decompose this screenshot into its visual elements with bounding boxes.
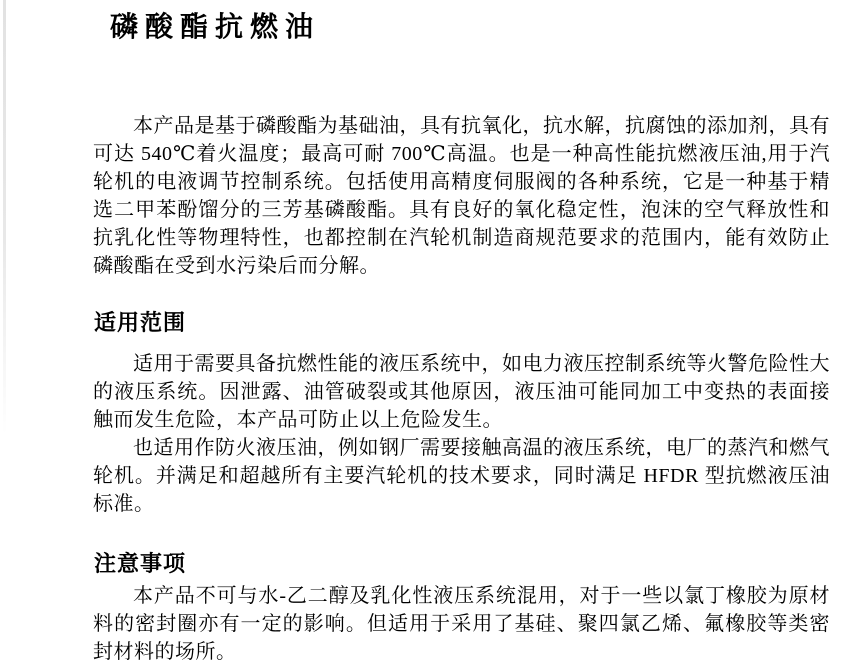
document-title: 磷酸酯抗燃油 [110, 12, 321, 43]
page-edge-shadow [3, 0, 6, 435]
application-scope-paragraph-2: 也适用作防火液压油，例如钢厂需要接触高温的液压系统，电厂的蒸汽和燃气轮机。并满足和超越所有主要汽轮机的技术要求，同时满足 HFDR 型抗燃液压油 标准。 [93, 437, 830, 515]
precautions-paragraph-1: 本产品不可与水-乙二醇及乳化性液压系统混用，对于一些以氯丁橡胶为原材料的密封圈亦有一定的影响。但适用于采用了基硅、聚四氯乙烯、氟橡胶等类密封材料的场所。 [93, 585, 830, 663]
section-heading-precautions: 注意事项 [94, 551, 187, 576]
application-scope-paragraph-1: 适用于需要具备抗燃性能的液压系统中，如电力液压控制系统等火警危险性大的液压系统。因泄露、油管破裂或其他原因，液压油可能同加工中变热的表面接触而发生危险，本产品可防止以上危险发生。 [93, 353, 830, 431]
section-heading-application-scope: 适用范围 [94, 310, 187, 335]
intro-paragraph: 本产品是基于磷酸酯为基础油，具有抗氧化，抗水解，抗腐蚀的添加剂，具有可达 540℃着火温度；最高可耐 700℃高温。也是一种高性能抗燃液压油,用于汽轮机的电液调节控制系统。包括使用高精度伺服阀的各种系统，它是一种基于精选二甲苯酚馏分的三芳基磷酸酯。具有良好的氧化稳定性，泡沫的空气释放性和抗乳化性等物理特性，也都控制在汽轮机制造商规范要求的范围内，能有效防止磷酸酯在受到水污染后而分解。 [93, 115, 830, 277]
